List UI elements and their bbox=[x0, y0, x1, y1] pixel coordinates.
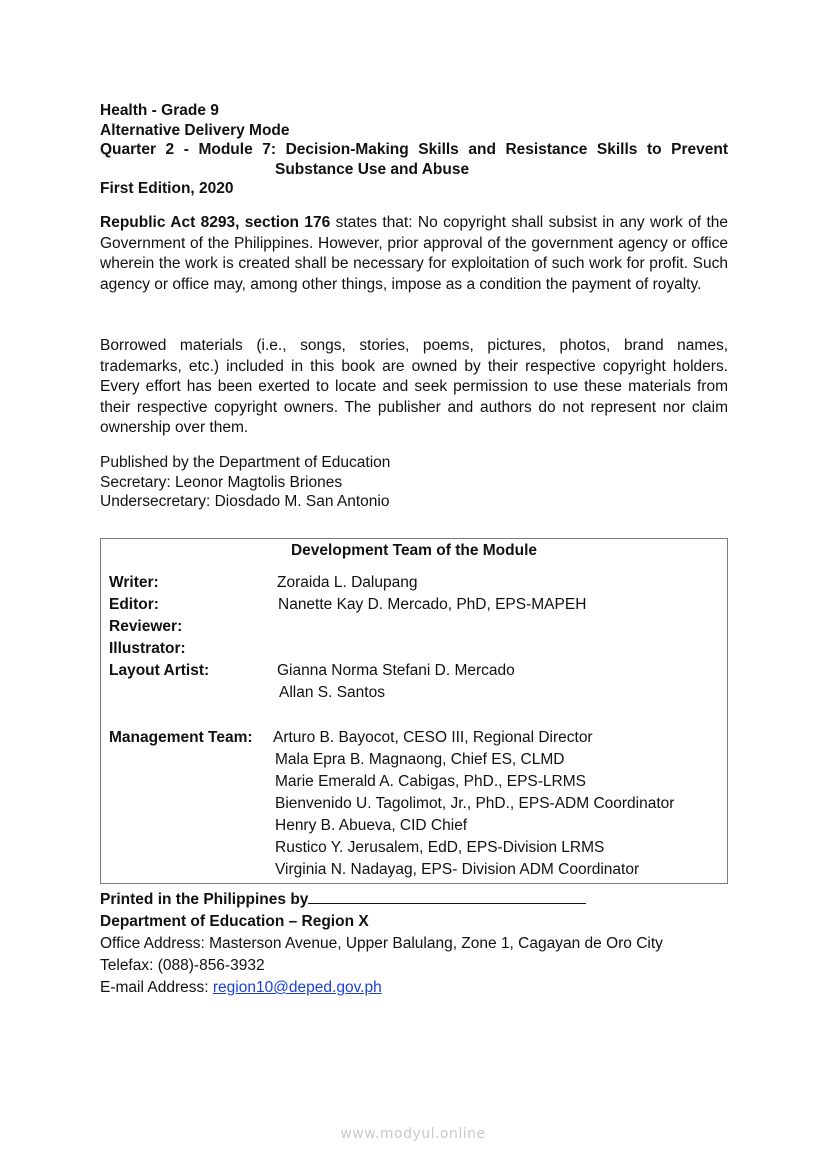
management-member: Henry B. Abueva, CID Chief bbox=[275, 817, 468, 834]
telefax: Telefax: (088)-856-3932 bbox=[100, 957, 265, 974]
reviewer-label: Reviewer: bbox=[109, 618, 183, 635]
layout-artist-value: Gianna Norma Stefani D. Mercado bbox=[277, 662, 515, 679]
module-title: Quarter 2 - Module 7: Decision-Making Skills and Resistance Skills to Prevent bbox=[100, 141, 728, 158]
editor-label: Editor: bbox=[109, 596, 159, 613]
copyright-paragraph bbox=[100, 213, 728, 295]
management-member: Virginia N. Nadayag, EPS- Division ADM Coordinator bbox=[275, 861, 640, 878]
module-header bbox=[100, 101, 728, 199]
publisher-line: Published by the Department of Education bbox=[100, 454, 391, 471]
delivery-mode: Alternative Delivery Mode bbox=[100, 121, 290, 139]
management-label: Management Team: bbox=[109, 729, 253, 746]
email-line bbox=[100, 977, 663, 999]
printed-label: Printed in the Philippines by bbox=[100, 891, 309, 908]
management-member: Bienvenido U. Tagolimot, Jr., PhD., EPS-ADM Coordinator bbox=[275, 795, 675, 812]
illustrator-label: Illustrator: bbox=[109, 640, 186, 657]
printer-blank bbox=[308, 889, 586, 904]
development-team-box bbox=[100, 538, 728, 884]
printed-line bbox=[100, 889, 663, 911]
borrowed-materials-paragraph: Borrowed materials (i.e., songs, stories, poems, pictures, photos, brand names, trademarks, etc.) included in this book are owned by their respective copyright holders. Every effort has been exerted to locate and seek permission to use these materials from their respective copyright owners. The publisher and authors do not represent nor claim ownership over them. bbox=[100, 337, 728, 437]
footer-block bbox=[100, 889, 663, 999]
edition: First Edition, 2020 bbox=[100, 180, 234, 197]
subject-title: Health - Grade 9 bbox=[100, 102, 219, 119]
watermark: www.modyul.online bbox=[340, 1126, 486, 1142]
module-title-cont: Substance Use and Abuse bbox=[275, 160, 470, 178]
department-line: Department of Education – Region X bbox=[100, 913, 369, 930]
management-member: Mala Epra B. Magnaong, Chief ES, CLMD bbox=[275, 751, 565, 768]
writer-label: Writer: bbox=[109, 574, 159, 591]
layout-artist-value-2: Allan S. Santos bbox=[279, 684, 385, 701]
office-address: Office Address: Masterson Avenue, Upper Balulang, Zone 1, Cagayan de Oro City bbox=[100, 935, 663, 952]
law-reference: Republic Act 8293, section 176 bbox=[100, 214, 331, 231]
editor-value: Nanette Kay D. Mercado, PhD, EPS-MAPEH bbox=[278, 596, 587, 613]
management-member: Rustico Y. Jerusalem, EdD, EPS-Division LRMS bbox=[275, 839, 605, 856]
layout-artist-label: Layout Artist: bbox=[109, 662, 210, 679]
management-member: Arturo B. Bayocot, CESO III, Regional Director bbox=[273, 729, 593, 746]
management-list bbox=[275, 727, 674, 881]
email-link[interactable]: region10@deped.gov.ph bbox=[212, 979, 382, 996]
writer-value: Zoraida L. Dalupang bbox=[277, 574, 418, 591]
email-label: E-mail Address: bbox=[100, 979, 213, 996]
copyright-text: states that: No copyright shall subsist in any work of the Government of the Philippines. However, prior approval of the government agency or office wherein the work is created shall be necessary for exploitation of such work for profit. Such agency or office may, among other things, impose as a condition the payment of royalty. bbox=[100, 214, 729, 293]
management-member: Marie Emerald A. Cabigas, PhD., EPS-LRMS bbox=[275, 773, 586, 790]
publisher-block bbox=[100, 453, 390, 512]
secretary-line: Secretary: Leonor Magtolis Briones bbox=[100, 473, 343, 491]
undersecretary-line: Undersecretary: Diosdado M. San Antonio bbox=[100, 493, 390, 510]
team-title: Development Team of the Module bbox=[290, 542, 538, 559]
